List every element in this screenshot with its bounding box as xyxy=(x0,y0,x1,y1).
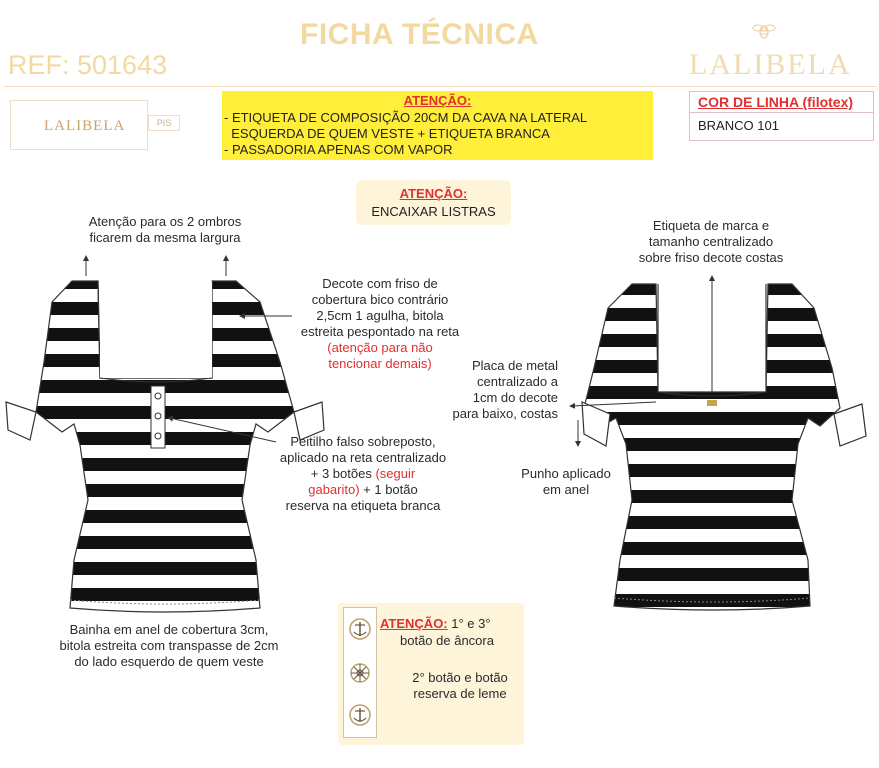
note-brand-label-line-2: tamanho centralizado xyxy=(648,234,774,249)
note-placket-buttons: + 3 botões xyxy=(310,466,376,481)
attention-heading: ATENÇÃO: xyxy=(403,93,472,108)
reference-code: REF: 501643 xyxy=(8,50,168,80)
logo-box-brand: LALIBELA xyxy=(44,118,126,134)
note-placket xyxy=(256,434,470,514)
note-metal-plate-line-2: centralizado a xyxy=(477,374,558,389)
note-neckline-line-1: Decote com friso de xyxy=(322,276,438,291)
buttons-first-third: 1° e 3° xyxy=(447,616,491,631)
note-placket-line-3 xyxy=(256,466,470,482)
brand-logo: LALIBELA xyxy=(689,48,852,81)
thread-color-heading: COR DE LINHA (filotex) xyxy=(698,94,854,110)
page-title: FICHA TÉCNICA xyxy=(300,18,539,51)
note-neckline-warning-1: (atenção para não xyxy=(327,340,433,355)
attention-line-1: - ETIQUETA DE COMPOSIÇÃO 20CM DA CAVA NA LATERAL xyxy=(224,110,588,125)
note-neckline-line-2: cobertura bico contrário xyxy=(311,292,449,307)
note-hem-line-2: bitola estreita com transpasse de 2cm xyxy=(59,638,279,653)
note-brand-label-line-3: sobre friso decote costas xyxy=(638,250,784,265)
note-cuff-line-2: em anel xyxy=(542,482,590,497)
note-neckline-line-3: 2,5cm 1 agulha, bitola xyxy=(316,308,444,323)
note-hem-line-1: Bainha em anel de cobertura 3cm, xyxy=(69,622,269,637)
note-placket-line-2: aplicado na reta centralizado xyxy=(279,450,447,465)
buttons-note-heading-line xyxy=(380,616,491,631)
note-cuff xyxy=(506,466,626,498)
thread-color-value: BRANCO 101 xyxy=(698,118,779,133)
attention-line-3: - PASSADORIA APENAS COM VAPOR xyxy=(224,142,453,157)
buttons-second xyxy=(404,670,516,702)
anchor-icon xyxy=(350,705,370,725)
button-samples xyxy=(343,607,377,738)
anchor-icon xyxy=(350,619,370,639)
note-shoulders xyxy=(60,214,270,246)
note-placket-template: gabarito) xyxy=(308,482,360,497)
note-cuff-line-1: Punho aplicado xyxy=(521,466,611,481)
note-hem xyxy=(24,622,314,670)
stripes-note-heading: ATENÇÃO: xyxy=(399,186,468,201)
note-placket-line-1: Peitilho falso sobreposto, xyxy=(290,434,436,449)
note-placket-extra-button: + 1 botão xyxy=(359,482,418,497)
note-shoulders-line-2: ficarem da mesma largura xyxy=(89,230,241,245)
ship-wheel-icon xyxy=(351,664,369,682)
buttons-second-line-2: reserva de leme xyxy=(413,686,507,701)
note-placket-line-5: reserva na etiqueta branca xyxy=(285,498,441,513)
buttons-anchor-text: botão de âncora xyxy=(400,633,494,648)
note-placket-follow: (seguir xyxy=(375,466,416,481)
note-placket-line-4 xyxy=(256,482,470,498)
note-neckline-warning-2: tencionar demais) xyxy=(328,356,432,371)
note-hem-line-3: do lado esquerdo de quem veste xyxy=(74,654,264,669)
attention-line-2: ESQUERDA DE QUEM VESTE + ETIQUETA BRANCA xyxy=(224,126,550,141)
note-metal-plate xyxy=(416,358,558,422)
note-metal-plate-line-1: Placa de metal xyxy=(472,358,558,373)
note-brand-label-line-1: Etiqueta de marca e xyxy=(652,218,770,233)
stripes-note-text: ENCAIXAR LISTRAS xyxy=(371,204,496,219)
note-metal-plate-line-4: para baixo, costas xyxy=(452,406,558,421)
note-shoulders-line-1: Atenção para os 2 ombros xyxy=(88,214,242,229)
note-metal-plate-line-3: 1cm do decote xyxy=(472,390,558,405)
note-brand-label xyxy=(606,218,816,266)
logo-box-tag: PIS xyxy=(148,115,180,131)
note-neckline-line-4: estreita pespontado na reta xyxy=(300,324,460,339)
back-garment xyxy=(582,284,866,610)
buttons-note-heading: ATENÇÃO: xyxy=(380,616,448,631)
buttons-second-line-1: 2° botão e botão xyxy=(412,670,508,685)
